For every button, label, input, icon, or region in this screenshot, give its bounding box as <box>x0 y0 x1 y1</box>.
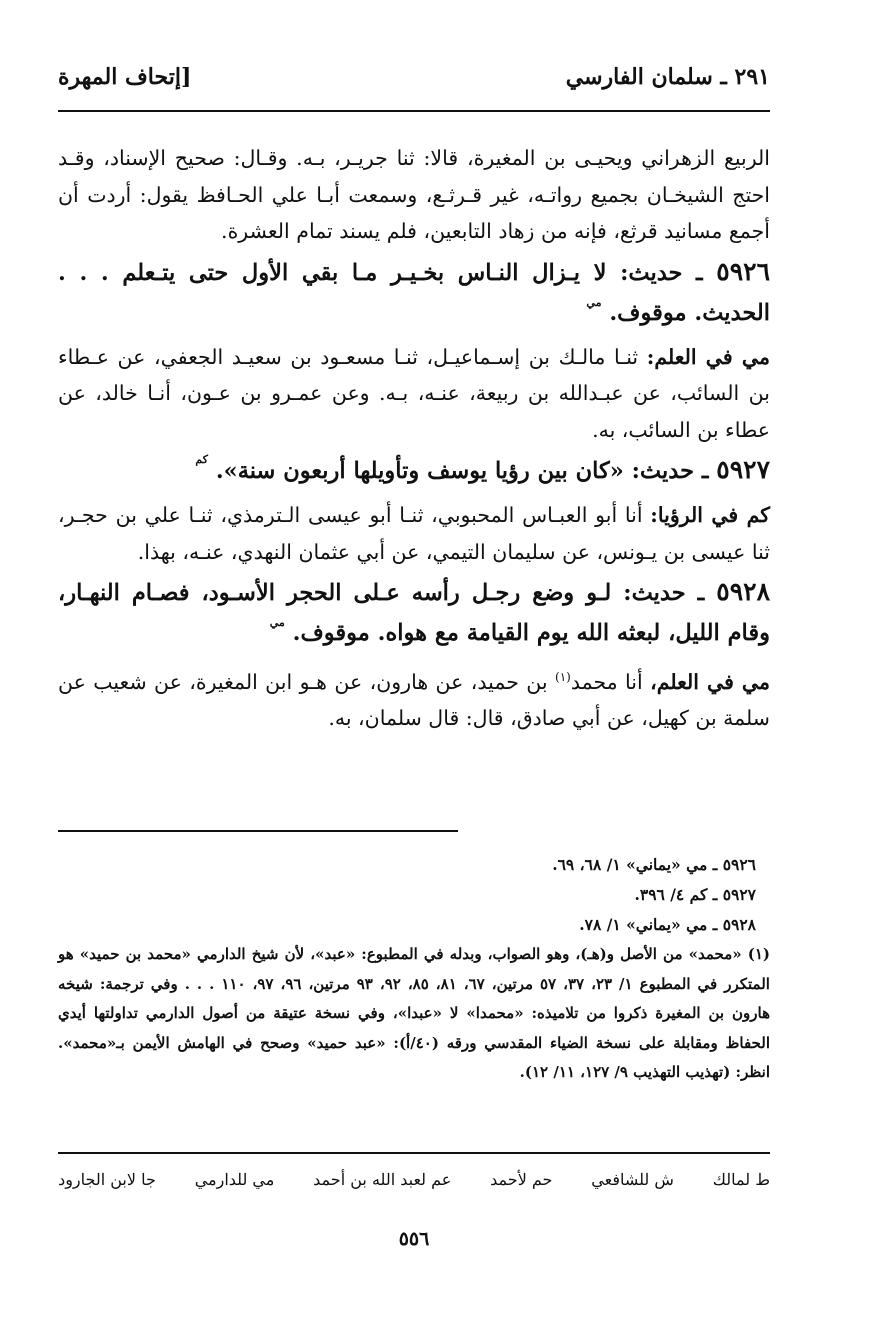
hadith-text: ـ حديث: «كان بين رؤيا يوسف وتأويلها أربعون سنة». <box>215 458 709 484</box>
source-reference: ٥٩٢٧ ـ كم ٤/ ٣٩٦. <box>634 885 756 904</box>
page-number: ٥٥٦ <box>398 1228 430 1250</box>
header-divider <box>58 110 770 112</box>
footnote-divider <box>58 830 458 832</box>
source-siglum: مي <box>586 295 602 309</box>
hadith-5927 <box>58 450 770 491</box>
source-label: كم في الرؤيا: <box>650 503 770 527</box>
hadith-5928 <box>58 572 770 653</box>
footnotes <box>58 850 770 1088</box>
abbreviation: جا لابن الجارود <box>58 1170 156 1189</box>
footnote-marker: (١) <box>555 670 571 684</box>
source-reference: ٥٩٢٦ ـ مي «يماني» ١/ ٦٨، ٦٩. <box>552 855 756 874</box>
isnad-text: ثنـا مالـك بن إسـماعيـل، ثنـا مسعـود بن سعيـد الجعفي، عن عـطاء بن السائب، عن عبـدالله بن ربيعة، عنـه، بـه. وعن عمـرو بن عـون، أنـا خالد، عن عطاء بن السائب، به. <box>58 344 770 442</box>
abbreviation: عم لعبد الله بن أحمد <box>313 1170 452 1189</box>
header-chapter-title: ٢٩١ ـ سلمان الفارسي <box>565 64 770 90</box>
header-book-title: [إتحاف المهرة <box>58 64 192 90</box>
source-siglum: كم <box>195 453 208 466</box>
hadith-text: ـ حديث: لا يـزال النـاس بخـيـر مـا بقي الأول حتى يتـعلم . . . الحديث. موقوف. <box>58 259 770 326</box>
abbreviations-divider <box>58 1152 770 1154</box>
abbreviations-key <box>58 1170 770 1189</box>
isnad-5928 <box>58 659 770 737</box>
abbreviation: مي للدارمي <box>194 1170 275 1189</box>
source-siglum: مي <box>269 616 285 629</box>
hadith-text: ـ حديث: لـو وضع رجـل رأسه عـلى الحجر الأسـود، فصـام النهـار، وقام الليل، لبعثه الله يوم القيامة مع هواه. موقوف. <box>58 580 770 646</box>
source-label: مي في العلم: <box>646 344 770 369</box>
abbreviation: حم لأحمد <box>490 1170 553 1189</box>
hadith-5926 <box>58 252 770 333</box>
isnad-text: أنا محمد <box>570 669 643 694</box>
isnad-text: بن حميد، عن هارون، عن هـو ابن المغيرة، عن شعيب عن سلمة بن كهيل، عن أبي صادق، قال: قال سلمان، به. <box>58 669 770 731</box>
hadith-number: ٥٩٢٦ <box>716 256 770 286</box>
isnad-text: أنا أبو العبـاس المحبوبي، ثنـا أبو عيسى الـترمذي، ثنـا علي بن حجـر، ثنا عيسى بن يـونس، عن سليمان التيمي، عن أبي عثمان النهدي، عنـه، بهذا. <box>58 503 770 564</box>
source-label: مي في العلم، <box>650 669 770 694</box>
hadith-number: ٥٩٢٨ <box>716 577 770 606</box>
main-text <box>58 140 770 737</box>
isnad-5927 <box>58 497 770 570</box>
source-reference: ٥٩٢٨ ـ مي «يماني» ١/ ٧٨. <box>579 915 756 934</box>
paragraph-continuation: الربيع الزهراني ويحيـى بن المغيرة، قالا: ثنا جريـر، بـه. وقـال: صحيح الإسناد، وقـد احتج الشيخـان بجميع رواتـه، غير قـرثـع، وسمعت أبـا علي الحـافظ يقول: أردت أن أجمع مسانيد قرثع، فإنه من زهاد التابعين، فلم يسند تمام العشرة. <box>58 146 770 243</box>
abbreviation: ط لمالك <box>712 1170 770 1189</box>
footnote-1: (١) «محمد» من الأصل و(هـ)، وهو الصواب، وبدله في المطبوع: «عبد»، لأن شيخ الدارمي «محمد بن حميد» هو المتكرر في المطبوع ١/ ٢٣، ٣٧، ٥٧ مرتين، ٦٧، ٨١، ٨٥، ٩٢، ٩٣ مرتين، ٩٦، ٩٧، ١١٠ . . . وفي ترجمة: شيخه هارون بن المغيرة ذكروا من تلاميذه: «محمدا» لا «عبدا»، وفي نسخة عتيقة من أصول الدارمي تداولتها أيدي الحفاظ ومقابلة على نسخة الضياء المقدسي ورقه (٤٠/أ): «عبد حميد» وصحح في الهامش الأيمن بـ«محمد». انظر: (تهذيب التهذيب ٩/ ١٢٧، ١١/ ١٢). <box>58 945 770 1081</box>
abbreviation: ش للشافعي <box>591 1170 674 1189</box>
running-header <box>58 60 770 102</box>
book-page <box>58 60 770 1290</box>
isnad-5926 <box>58 339 770 449</box>
hadith-number: ٥٩٢٧ <box>716 455 770 484</box>
